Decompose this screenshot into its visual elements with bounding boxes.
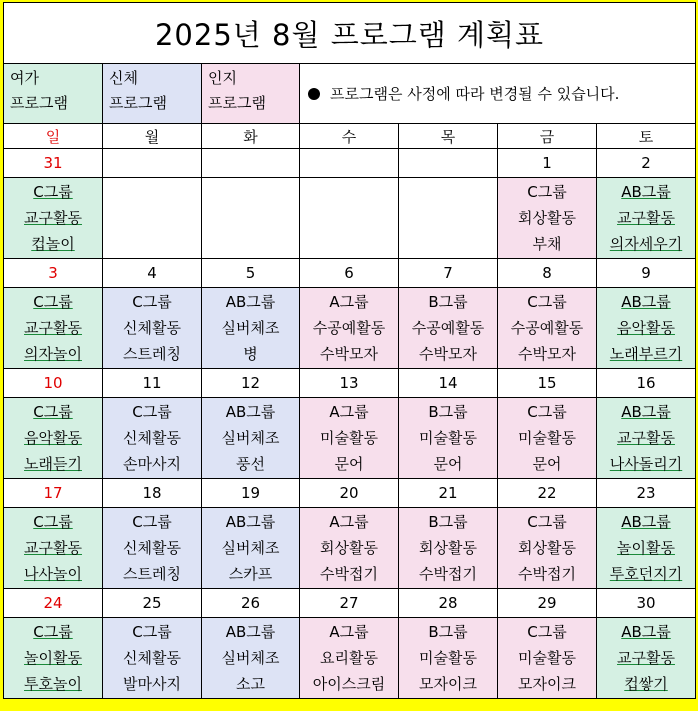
date-cell xyxy=(300,149,399,178)
activity-type: 수공예활동 xyxy=(411,319,485,337)
schedule-notice-text: 프로그램은 사정에 따라 변경될 수 있습니다. xyxy=(330,85,620,103)
date-cell: 3 xyxy=(4,259,103,288)
date-cell: 24 xyxy=(4,589,103,618)
activity-group: C그룹 xyxy=(33,183,73,201)
activity-cell xyxy=(399,508,498,589)
activity-cell xyxy=(202,398,300,479)
activity-type: 실버체조 xyxy=(221,539,280,557)
date-cell xyxy=(399,149,498,178)
activity-group: B그룹 xyxy=(428,623,468,641)
date-cell: 11 xyxy=(103,369,202,398)
weekday-6: 토 xyxy=(597,124,696,149)
legend-cognitive-line2: 프로그램 xyxy=(208,94,266,112)
date-row xyxy=(4,149,696,178)
date-cell: 26 xyxy=(202,589,300,618)
activity-cell xyxy=(202,508,300,589)
legend-cognitive-line1: 인지 xyxy=(208,69,237,87)
activity-group: AB그룹 xyxy=(621,293,671,311)
activity-cell xyxy=(597,618,696,699)
date-cell: 19 xyxy=(202,479,300,508)
date-cell: 31 xyxy=(4,149,103,178)
activity-cell xyxy=(4,618,103,699)
legend-physical xyxy=(103,64,202,124)
activity-topic: 문어 xyxy=(532,455,562,473)
empty-cell xyxy=(202,178,300,259)
activity-type: 수공예활동 xyxy=(510,319,584,337)
activity-cell xyxy=(202,618,300,699)
date-cell: 1 xyxy=(498,149,597,178)
activity-topic: 병 xyxy=(243,345,258,363)
activity-topic: 부채 xyxy=(532,235,562,253)
date-row xyxy=(4,589,696,618)
date-cell xyxy=(202,149,300,178)
activity-topic: 의자세우기 xyxy=(609,235,683,253)
activity-cell xyxy=(498,618,597,699)
activity-group: C그룹 xyxy=(33,293,73,311)
activity-cell xyxy=(4,288,103,369)
activity-type: 미술활동 xyxy=(419,649,477,667)
date-cell: 4 xyxy=(103,259,202,288)
activity-group: C그룹 xyxy=(132,513,172,531)
activity-cell xyxy=(498,398,597,479)
date-cell: 8 xyxy=(498,259,597,288)
weekday-5: 금 xyxy=(498,124,597,149)
activity-group: A그룹 xyxy=(329,403,369,421)
activity-group: AB그룹 xyxy=(621,513,671,531)
empty-cell xyxy=(399,178,498,259)
activity-group: C그룹 xyxy=(527,183,567,201)
activity-type: 교구활동 xyxy=(24,319,82,337)
date-cell: 6 xyxy=(300,259,399,288)
activity-group: A그룹 xyxy=(329,513,369,531)
date-cell: 29 xyxy=(498,589,597,618)
activity-type: 교구활동 xyxy=(24,209,82,227)
activity-cell xyxy=(597,178,696,259)
date-cell: 5 xyxy=(202,259,300,288)
activity-topic: 소고 xyxy=(236,675,265,693)
date-row xyxy=(4,479,696,508)
activity-type: 요리활동 xyxy=(320,649,378,667)
activity-group: AB그룹 xyxy=(621,623,671,641)
activity-type: 미술활동 xyxy=(518,649,576,667)
weekday-1: 월 xyxy=(103,124,202,149)
activity-type: 신체활동 xyxy=(123,429,181,447)
activity-cell xyxy=(399,398,498,479)
date-cell: 2 xyxy=(597,149,696,178)
date-cell: 17 xyxy=(4,479,103,508)
activity-group: C그룹 xyxy=(132,293,172,311)
activity-type: 신체활동 xyxy=(123,319,181,337)
activity-topic: 스트레칭 xyxy=(123,565,181,583)
activity-topic: 아이스크림 xyxy=(312,675,386,693)
date-cell: 10 xyxy=(4,369,103,398)
weekday-header-row xyxy=(4,124,696,149)
activity-cell xyxy=(103,288,202,369)
activity-topic: 수박접기 xyxy=(419,565,477,583)
legend-physical-line2: 프로그램 xyxy=(109,94,167,112)
activity-type: 교구활동 xyxy=(617,649,675,667)
date-cell: 9 xyxy=(597,259,696,288)
date-row xyxy=(4,259,696,288)
activity-topic: 노래듣기 xyxy=(24,455,82,473)
activity-cell xyxy=(597,398,696,479)
activity-row xyxy=(4,508,696,589)
activity-cell xyxy=(202,288,300,369)
activity-cell xyxy=(300,288,399,369)
activity-cell xyxy=(498,288,597,369)
activity-type: 신체활동 xyxy=(123,649,181,667)
date-cell: 16 xyxy=(597,369,696,398)
activity-type: 회상활동 xyxy=(518,539,576,557)
activity-topic: 수박모자 xyxy=(419,345,477,363)
activity-topic: 풍선 xyxy=(236,455,265,473)
activity-cell xyxy=(300,398,399,479)
activity-cell xyxy=(300,618,399,699)
activity-topic: 수박접기 xyxy=(518,565,576,583)
activity-cell xyxy=(4,398,103,479)
activity-type: 교구활동 xyxy=(24,539,82,557)
activity-cell xyxy=(103,508,202,589)
activity-topic: 수박접기 xyxy=(320,565,378,583)
activity-row xyxy=(4,398,696,479)
activity-topic: 모자이크 xyxy=(518,675,576,693)
bullet-icon xyxy=(308,88,320,100)
date-cell: 21 xyxy=(399,479,498,508)
activity-topic: 수박모자 xyxy=(320,345,378,363)
activity-type: 교구활동 xyxy=(617,429,675,447)
activity-group: C그룹 xyxy=(527,513,567,531)
date-cell: 25 xyxy=(103,589,202,618)
activity-cell xyxy=(103,398,202,479)
date-cell: 22 xyxy=(498,479,597,508)
activity-group: AB그룹 xyxy=(225,293,276,311)
empty-cell xyxy=(103,178,202,259)
legend-leisure-line1: 여가 xyxy=(10,69,39,87)
schedule-table xyxy=(3,2,696,699)
date-cell: 28 xyxy=(399,589,498,618)
activity-group: C그룹 xyxy=(527,293,567,311)
program-schedule-sheet xyxy=(3,2,695,699)
activity-group: AB그룹 xyxy=(621,403,671,421)
activity-type: 회상활동 xyxy=(518,209,576,227)
activity-topic: 스카프 xyxy=(228,565,273,583)
weekday-0: 일 xyxy=(4,124,103,149)
activity-cell xyxy=(103,618,202,699)
activity-type: 음악활동 xyxy=(24,429,82,447)
activity-group: B그룹 xyxy=(428,513,468,531)
activity-topic: 노래부르기 xyxy=(609,345,683,363)
activity-type: 회상활동 xyxy=(419,539,477,557)
activity-topic: 스트레칭 xyxy=(123,345,181,363)
date-cell: 13 xyxy=(300,369,399,398)
activity-topic: 투호놀이 xyxy=(24,675,82,693)
date-cell: 27 xyxy=(300,589,399,618)
activity-group: C그룹 xyxy=(132,403,172,421)
date-cell: 23 xyxy=(597,479,696,508)
date-cell xyxy=(103,149,202,178)
activity-type: 실버체조 xyxy=(221,649,280,667)
weekday-4: 목 xyxy=(399,124,498,149)
activity-topic: 발마사지 xyxy=(123,675,181,693)
activity-row xyxy=(4,288,696,369)
activity-type: 실버체조 xyxy=(221,319,280,337)
weekday-3: 수 xyxy=(300,124,399,149)
activity-type: 실버체조 xyxy=(221,429,280,447)
date-cell: 14 xyxy=(399,369,498,398)
activity-cell xyxy=(300,508,399,589)
activity-type: 회상활동 xyxy=(320,539,378,557)
activity-type: 수공예활동 xyxy=(312,319,386,337)
activity-type: 교구활동 xyxy=(617,209,675,227)
activity-cell xyxy=(399,618,498,699)
legend-cognitive xyxy=(202,64,300,124)
activity-type: 놀이활동 xyxy=(24,649,82,667)
legend-leisure-line2: 프로그램 xyxy=(10,94,68,112)
activity-group: AB그룹 xyxy=(225,623,276,641)
activity-type: 놀이활동 xyxy=(617,539,675,557)
activity-group: AB그룹 xyxy=(225,513,276,531)
activity-group: C그룹 xyxy=(132,623,172,641)
activity-topic: 나사돌리기 xyxy=(609,455,683,473)
activity-topic: 컵놀이 xyxy=(31,235,75,253)
activity-topic: 손마사지 xyxy=(123,455,181,473)
legend-leisure xyxy=(4,64,103,124)
activity-type: 미술활동 xyxy=(320,429,378,447)
activity-group: AB그룹 xyxy=(225,403,276,421)
activity-topic: 컵쌓기 xyxy=(624,675,668,693)
activity-group: C그룹 xyxy=(33,403,73,421)
activity-group: A그룹 xyxy=(329,293,369,311)
schedule-notice xyxy=(300,64,696,124)
activity-row xyxy=(4,178,696,259)
activity-group: B그룹 xyxy=(428,293,468,311)
page-title: 2025년 8월 프로그램 계획표 xyxy=(4,3,696,64)
activity-type: 미술활동 xyxy=(518,429,576,447)
date-cell: 18 xyxy=(103,479,202,508)
activity-topic: 수박모자 xyxy=(518,345,576,363)
activity-type: 음악활동 xyxy=(617,319,675,337)
activity-cell xyxy=(399,288,498,369)
activity-topic: 의자놀이 xyxy=(24,345,82,363)
activity-topic: 나사놀이 xyxy=(24,565,82,583)
activity-cell xyxy=(597,508,696,589)
activity-topic: 문어 xyxy=(334,455,364,473)
activity-group: C그룹 xyxy=(527,403,567,421)
activity-cell xyxy=(498,178,597,259)
activity-topic: 투호던지기 xyxy=(609,565,683,583)
activity-row xyxy=(4,618,696,699)
date-row xyxy=(4,369,696,398)
activity-cell xyxy=(4,508,103,589)
activity-type: 미술활동 xyxy=(419,429,477,447)
date-cell: 7 xyxy=(399,259,498,288)
activity-group: C그룹 xyxy=(33,623,73,641)
activity-topic: 모자이크 xyxy=(419,675,477,693)
activity-group: C그룹 xyxy=(33,513,73,531)
activity-group: C그룹 xyxy=(527,623,567,641)
legend-physical-line1: 신체 xyxy=(109,69,138,87)
activity-group: A그룹 xyxy=(329,623,369,641)
activity-group: AB그룹 xyxy=(621,183,671,201)
activity-topic: 문어 xyxy=(433,455,463,473)
activity-group: B그룹 xyxy=(428,403,468,421)
date-cell: 12 xyxy=(202,369,300,398)
activity-type: 신체활동 xyxy=(123,539,181,557)
date-cell: 20 xyxy=(300,479,399,508)
activity-cell xyxy=(597,288,696,369)
activity-cell xyxy=(498,508,597,589)
date-cell: 30 xyxy=(597,589,696,618)
weekday-2: 화 xyxy=(202,124,300,149)
date-cell: 15 xyxy=(498,369,597,398)
empty-cell xyxy=(300,178,399,259)
activity-cell xyxy=(4,178,103,259)
